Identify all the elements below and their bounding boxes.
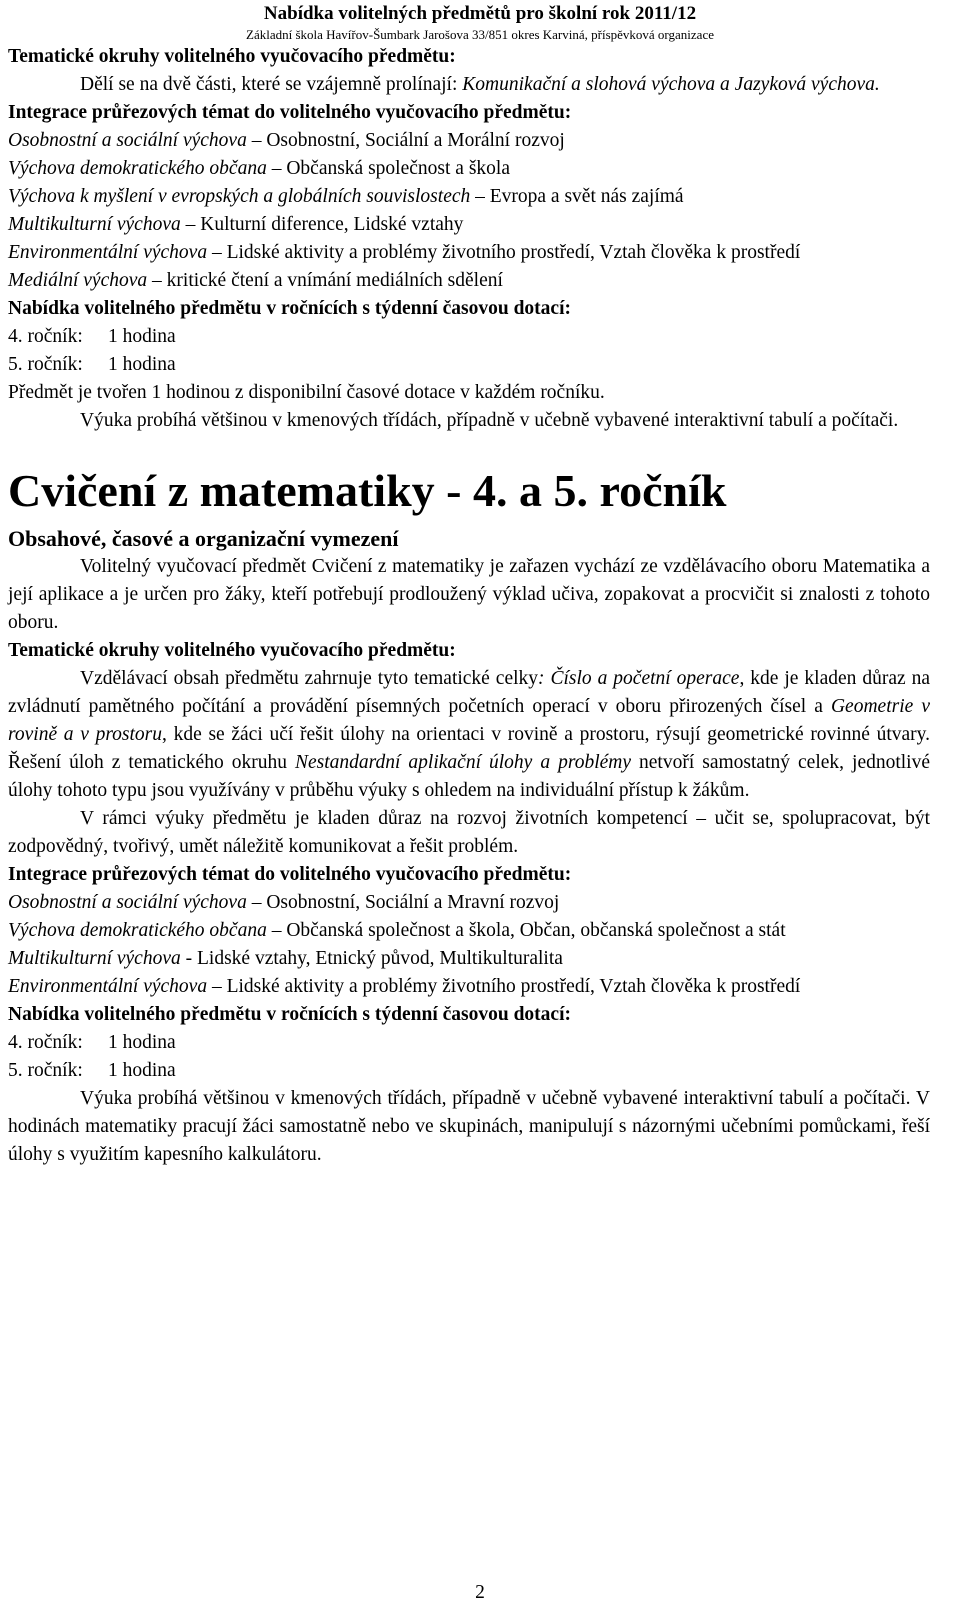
integrace-item: Mediální výchova – kritické čtení a vnímání mediálních sdělení	[8, 270, 503, 291]
integrace-item: Výchova demokratického občana – Občanská společnost a škola	[8, 158, 510, 179]
rocnik-row: 4. ročník: 1 hodina	[8, 1032, 176, 1053]
integrace-item: Výchova k myšlení v evropských a globálních souvislostech – Evropa a svět nás zajímá	[8, 186, 684, 207]
nabidka-heading-1: Nabídka volitelného předmětu v ročnících s týdenní časovou dotací:	[8, 298, 571, 319]
tematicke-text-1: Dělí se na dvě části, které se vzájemně prolínají: Komunikační a slohová výchova a Jazyková výchova.	[80, 74, 880, 95]
integrace-item: Osobnostní a sociální výchova – Osobnostní, Sociální a Morální rozvoj	[8, 130, 565, 151]
vyuka-text-2: Výuka probíhá většinou v kmenových třídách, případně v učebně vybavené interaktivní tabulí a počítači. V hodinách matematiky pracují žáci samostatně nebo ve skupinách, manipulují s názornými učebními pomůckami, řeší úlohy s využitím kapesního kalkulátoru.	[8, 1088, 930, 1165]
integrace-item: Environmentální výchova – Lidské aktivity a problémy životního prostředí, Vztah člověka k prostředí	[8, 976, 801, 997]
rocnik-row: 5. ročník: 1 hodina	[8, 354, 176, 375]
header-title: Nabídka volitelných předmětů pro školní rok 2011/12	[263, 3, 697, 24]
subject-title: Cvičení z matematiky - 4. a 5. ročník	[8, 465, 727, 516]
obsah-text: Volitelný vyučovací předmět Cvičení z matematiky je zařazen vychází ze vzdělávacího oboru Matematika a její aplikace a je určen pro žáky, kteří potřebují prodloužený výklad učiva, zopakovat a procvičit si znalosti z tohoto oboru.	[8, 556, 930, 633]
integrace-item: Osobnostní a sociální výchova – Osobnostní, Sociální a Mravní rozvoj	[8, 892, 560, 913]
integrace-item: Výchova demokratického občana – Občanská společnost a škola, Občan, občanská společnost a stát	[8, 920, 786, 941]
tematicke-heading-2: Tematické okruhy volitelného vyučovacího předmětu:	[8, 640, 456, 661]
document-body	[8, 43, 930, 1169]
rocnik-row: 4. ročník: 1 hodina	[8, 326, 176, 347]
obsah-heading: Obsahové, časové a organizační vymezení	[8, 526, 399, 551]
tematicke-text-2: Vzdělávací obsah předmětu zahrnuje tyto tematické celky: Číslo a početní operace, kde je kladen důraz na zvládnutí pamětného počítání a provádění písemných početních operací v oboru přirozených čísel a Geometrie v rovině a v prostoru, kde se žáci učí řešit úlohy na orientaci v rovině a prostoru, rýsují geometrické rovinné útvary. Řešení úloh z tematického okruhu Nestandardní aplikační úlohy a problémy netvoří samostatný celek, jednotlivé úlohy tohoto typu jsou využívány v průběhu výuky s ohledem na individuální přístup k žákům.	[8, 668, 931, 801]
header-subtitle: Základní škola Havířov-Šumbark Jarošova 33/851 okres Karviná, příspěvková organizace	[246, 27, 714, 42]
integrace-item: Multikulturní výchova - Lidské vztahy, Etnický původ, Multikulturalita	[8, 948, 563, 969]
nabidka-heading-2: Nabídka volitelného předmětu v ročnících s týdenní časovou dotací:	[8, 1004, 571, 1025]
vyuka-text-1: Výuka probíhá většinou v kmenových třídách, případně v učebně vybavené interaktivní tabulí a počítači.	[80, 410, 899, 431]
integrace-item: Environmentální výchova – Lidské aktivity a problémy životního prostředí, Vztah člověka k prostředí	[8, 242, 801, 263]
tematicke-heading-1: Tematické okruhy volitelného vyučovacího předmětu:	[8, 46, 456, 67]
integrace-heading-2: Integrace průřezových témat do volitelného vyučovacího předmětu:	[8, 864, 572, 885]
rocnik-row: 5. ročník: 1 hodina	[8, 1060, 176, 1081]
page-number: 2	[475, 1582, 485, 1603]
dotace-note: Předmět je tvořen 1 hodinou z disponibilní časové dotace v každém ročníku.	[8, 382, 605, 403]
kompetence-text: V rámci výuky předmětu je kladen důraz na rozvoj životních kompetencí – učit se, spolupracovat, být zodpovědný, tvořivý, umět náležitě komunikovat a řešit problém.	[8, 808, 930, 857]
integrace-heading-1: Integrace průřezových témat do volitelného vyučovacího předmětu:	[8, 102, 572, 123]
integrace-item: Multikulturní výchova – Kulturní diference, Lidské vztahy	[8, 214, 464, 235]
